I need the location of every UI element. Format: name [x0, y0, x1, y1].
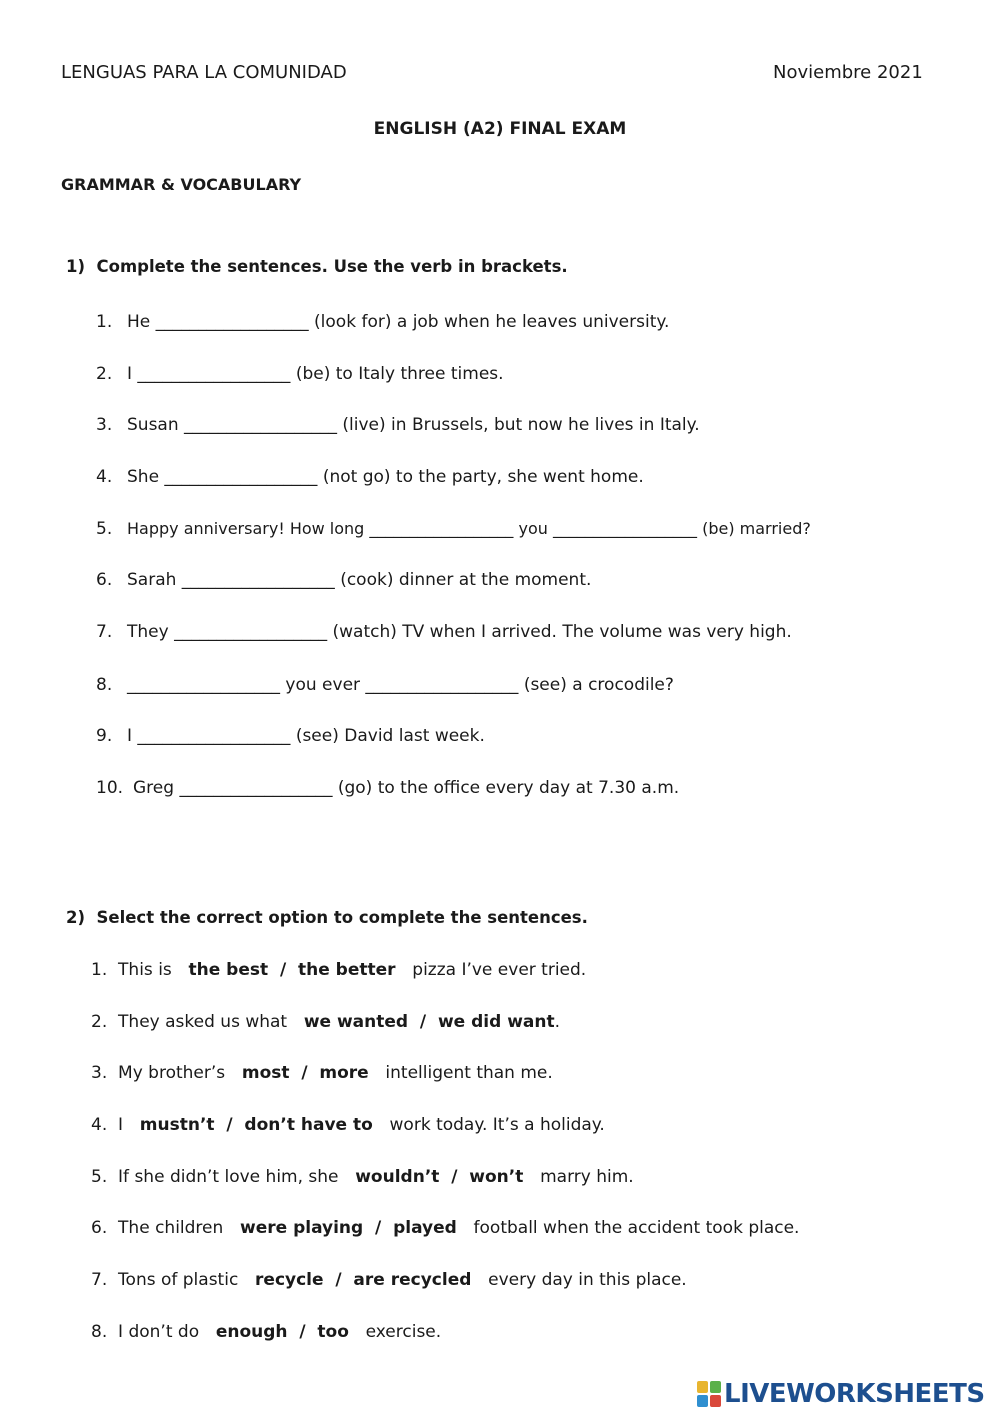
item-text: __________________ you ever __________________ (see) a crocodile?	[127, 675, 674, 695]
q2-item	[91, 1218, 799, 1238]
answer-options[interactable]: were playing / played	[234, 1218, 463, 1238]
answer-options[interactable]: enough / too	[209, 1322, 355, 1342]
item-pre: Tons of plastic	[118, 1270, 250, 1290]
item-text: Greg __________________ (go) to the office every day at 7.30 a.m.	[133, 778, 680, 798]
q2-item	[91, 1063, 553, 1083]
item-pre: They asked us what	[118, 1012, 298, 1032]
item-number: 5.	[96, 519, 113, 539]
item-text: She __________________ (not go) to the party, she went home.	[127, 467, 644, 487]
item-number: 1.	[96, 312, 113, 332]
item-number: 8.	[96, 675, 113, 695]
answer-options[interactable]: most / more	[235, 1063, 375, 1083]
item-text: I __________________ (be) to Italy three times.	[127, 364, 504, 384]
item-post: exercise.	[354, 1322, 442, 1342]
logo-mark-icon	[697, 1381, 721, 1407]
q2-item	[91, 1322, 441, 1342]
item-number: 7.	[96, 622, 113, 642]
exam-title: ENGLISH (A2) FINAL EXAM	[373, 119, 627, 139]
item-number: 10.	[96, 778, 124, 798]
item-text: He __________________ (look for) a job when he leaves university.	[127, 312, 670, 332]
answer-options[interactable]: wouldn’t / won’t	[349, 1167, 530, 1187]
item-number: 2.	[91, 1012, 108, 1032]
item-text: I __________________ (see) David last week.	[127, 726, 485, 746]
item-number: 9.	[96, 726, 113, 746]
item-pre: My brother’s	[118, 1063, 236, 1083]
header-left: LENGUAS PARA LA COMUNIDAD	[61, 62, 347, 83]
logo-text: LIVEWORKSHEETS	[724, 1379, 985, 1409]
item-number: 4.	[96, 467, 113, 487]
item-post: pizza I’ve ever tried.	[401, 960, 587, 980]
item-number: 1.	[91, 960, 108, 980]
item-pre: If she didn’t love him, she	[118, 1167, 350, 1187]
item-post: every day in this place.	[477, 1270, 687, 1290]
item-number: 8.	[91, 1322, 108, 1342]
item-number: 6.	[91, 1218, 108, 1238]
item-number: 7.	[91, 1270, 108, 1290]
q2-item	[91, 1115, 605, 1135]
item-number: 2.	[96, 364, 113, 384]
item-text: Susan __________________ (live) in Brussels, but now he lives in Italy.	[127, 415, 700, 435]
item-post: marry him.	[529, 1167, 634, 1187]
item-text: Happy anniversary! How long __________________ you __________________ (be) married?	[127, 519, 811, 538]
item-text: Sarah __________________ (cook) dinner at the moment.	[127, 570, 592, 590]
item-number: 6.	[96, 570, 113, 590]
item-post: work today. It’s a holiday.	[378, 1115, 605, 1135]
answer-options[interactable]: the best / the better	[182, 960, 402, 980]
item-pre: I	[118, 1115, 134, 1135]
item-number: 5.	[91, 1167, 108, 1187]
item-number: 3.	[96, 415, 113, 435]
q2-item	[91, 1270, 687, 1290]
liveworksheets-logo	[697, 1379, 985, 1409]
header-date: Noviembre 2021	[773, 62, 923, 83]
item-text: They __________________ (watch) TV when I arrived. The volume was very high.	[127, 622, 792, 642]
item-post: .	[554, 1012, 561, 1032]
item-pre: The children	[118, 1218, 235, 1238]
answer-options[interactable]: we wanted / we did want	[297, 1012, 555, 1032]
question-2-heading: 2) Select the correct option to complete the sentences.	[66, 908, 588, 927]
item-number: 4.	[91, 1115, 108, 1135]
item-pre: This is	[118, 960, 183, 980]
section-heading: GRAMMAR & VOCABULARY	[61, 175, 302, 194]
item-pre: I don’t do	[118, 1322, 210, 1342]
answer-options[interactable]: recycle / are recycled	[249, 1270, 478, 1290]
q2-item	[91, 960, 586, 980]
item-post: football when the accident took place.	[462, 1218, 800, 1238]
item-number: 3.	[91, 1063, 108, 1083]
q2-item	[91, 1012, 560, 1032]
answer-options[interactable]: mustn’t / don’t have to	[133, 1115, 379, 1135]
q2-item	[91, 1167, 634, 1187]
item-post: intelligent than me.	[374, 1063, 553, 1083]
question-1-heading: 1) Complete the sentences. Use the verb in brackets.	[66, 257, 568, 276]
